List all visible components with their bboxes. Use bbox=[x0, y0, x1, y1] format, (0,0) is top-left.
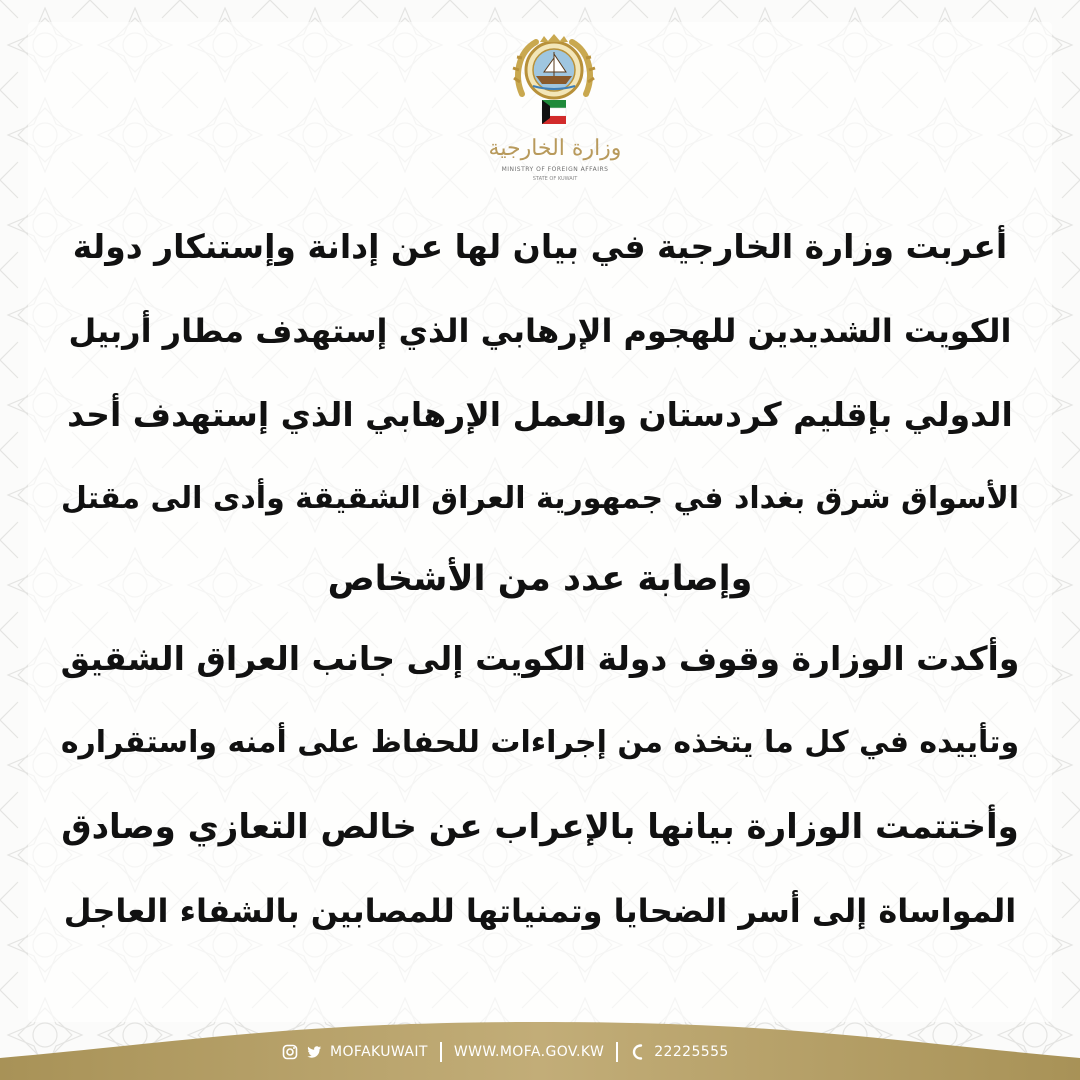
ministry-arabic-name: وزارة الخارجية bbox=[488, 136, 622, 161]
statement-line: الدولي بإقليم كردستان والعمل الإرهابي الذي إستهدف أحد bbox=[67, 395, 1013, 434]
statement-line: وإصابة عدد من الأشخاص bbox=[327, 559, 753, 599]
footer-divider bbox=[440, 1042, 442, 1062]
ministry-english-subtitle: STATE OF KUWAIT bbox=[532, 176, 578, 182]
statement-line: وأكدت الوزارة وقوف دولة الكويت إلى جانب العراق الشقيق bbox=[60, 639, 1020, 678]
statement-line: وأختتمت الوزارة بيانها بالإعراب عن خالص التعازي وصادق bbox=[61, 807, 1019, 847]
statement-text bbox=[60, 205, 1020, 953]
statement-line: الكويت الشديدين للهجوم الإرهابي الذي إستهدف مطار أربيل bbox=[68, 312, 1012, 350]
social-handle[interactable]: MOFAKUWAIT bbox=[330, 1044, 428, 1060]
phone-number[interactable]: 22225555 bbox=[654, 1044, 729, 1060]
instagram-icon[interactable] bbox=[282, 1044, 298, 1060]
footer-divider bbox=[616, 1042, 618, 1062]
statement-line: وتأييده في كل ما يتخذه من إجراءات للحفاظ على أمنه واستقراره bbox=[60, 725, 1020, 760]
phone-icon bbox=[630, 1044, 646, 1060]
statement-line: الأسواق شرق بغداد في جمهورية العراق الشقيقة وأدى الى مقتل bbox=[60, 481, 1020, 516]
kuwait-emblem-icon bbox=[510, 30, 598, 140]
statement-line: أعربت وزارة الخارجية في بيان لها عن إدانة وإستنكار دولة bbox=[72, 227, 1008, 266]
website-link[interactable]: WWW.MOFA.GOV.KW bbox=[453, 1044, 605, 1060]
footer-contact-row bbox=[282, 1040, 729, 1064]
statement-line: المواساة إلى أسر الضحايا وتمنياتها للمصابين بالشفاء العاجل bbox=[63, 892, 1017, 930]
twitter-icon[interactable] bbox=[306, 1044, 322, 1060]
ministry-english-name: MINISTRY OF FOREIGN AFFAIRS bbox=[501, 166, 609, 173]
